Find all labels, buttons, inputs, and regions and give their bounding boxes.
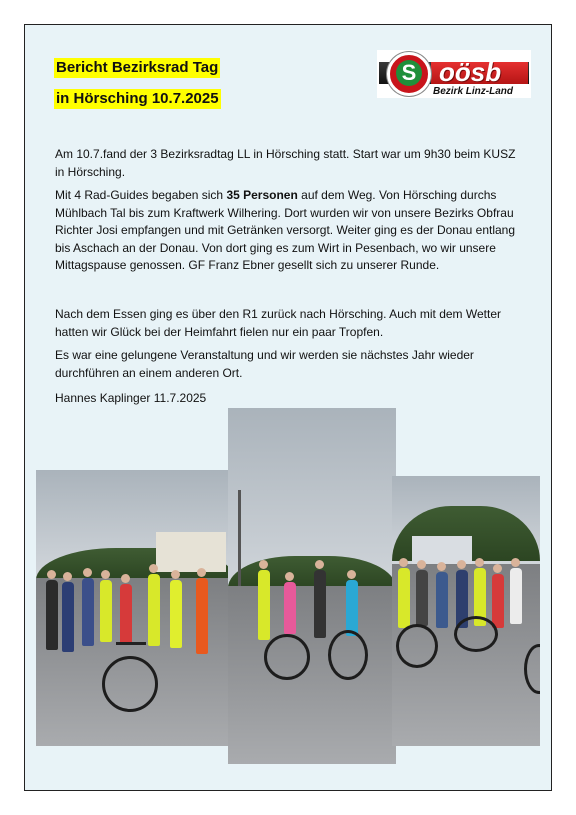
building (156, 532, 226, 572)
report-title-line2: in Hörsching 10.7.2025 (56, 90, 219, 107)
report-title-line1: Bericht Bezirksrad Tag (56, 59, 219, 76)
logo-subtitle: Bezirk Linz-Land (433, 86, 514, 97)
paragraph-start: Am 10.7.fand der 3 Bezirksradtag LL in Hörsching statt. Start war um 9h30 beim KUSZ in Hörsching. (55, 147, 516, 179)
bicycle-wheel (264, 634, 310, 680)
paragraph-closing: Es war eine gelungene Veranstaltung und wir werden sie nächstes Jahr wieder durchführen an einem anderen Ort. (55, 348, 474, 380)
bicycle-wheel (328, 630, 368, 680)
paragraph-route (55, 187, 525, 275)
street-lamp (238, 490, 241, 600)
logo-wordmark: oösb (439, 57, 502, 87)
bicycle-wheel (454, 616, 498, 652)
paragraph-route-text: auf dem Weg. Von Hörsching durchs Mühlbach Tal bis zum Kraftwerk Wilhering. Dort wurden wir von unsere Bezirks Obfrau Richter Josi empfangen und mit Getränken versorgt. Weiter ging es der Donau entlang bis Aschach an der Donau. Von dort ging es zum Wirt in Pesenbach, wo wir unsere Mittagspause genossen. GF Franz Ebner gesellt sich zu unserer Runde. (55, 188, 516, 273)
paragraph-route-intro: Mit 4 Rad-Guides begaben sich (55, 188, 227, 202)
group-photo-left (36, 470, 236, 746)
bicycle-wheel (102, 656, 158, 712)
signature: Hannes Kaplinger 11.7.2025 (55, 391, 207, 405)
group-photo-middle (228, 408, 396, 764)
oosb-logo (377, 50, 531, 98)
bicycle-wheel (396, 624, 438, 668)
logo-s-icon: S (396, 60, 422, 86)
logo-emblem (387, 52, 431, 96)
participant-count: 35 Personen (226, 188, 298, 202)
group-photo-right (392, 476, 540, 746)
paragraph-return: Nach dem Essen ging es über den R1 zurück nach Hörsching. Auch mit dem Wetter hatten wir Glück bei der Heimfahrt fielen nur ein paar Tropfen. (55, 307, 501, 339)
